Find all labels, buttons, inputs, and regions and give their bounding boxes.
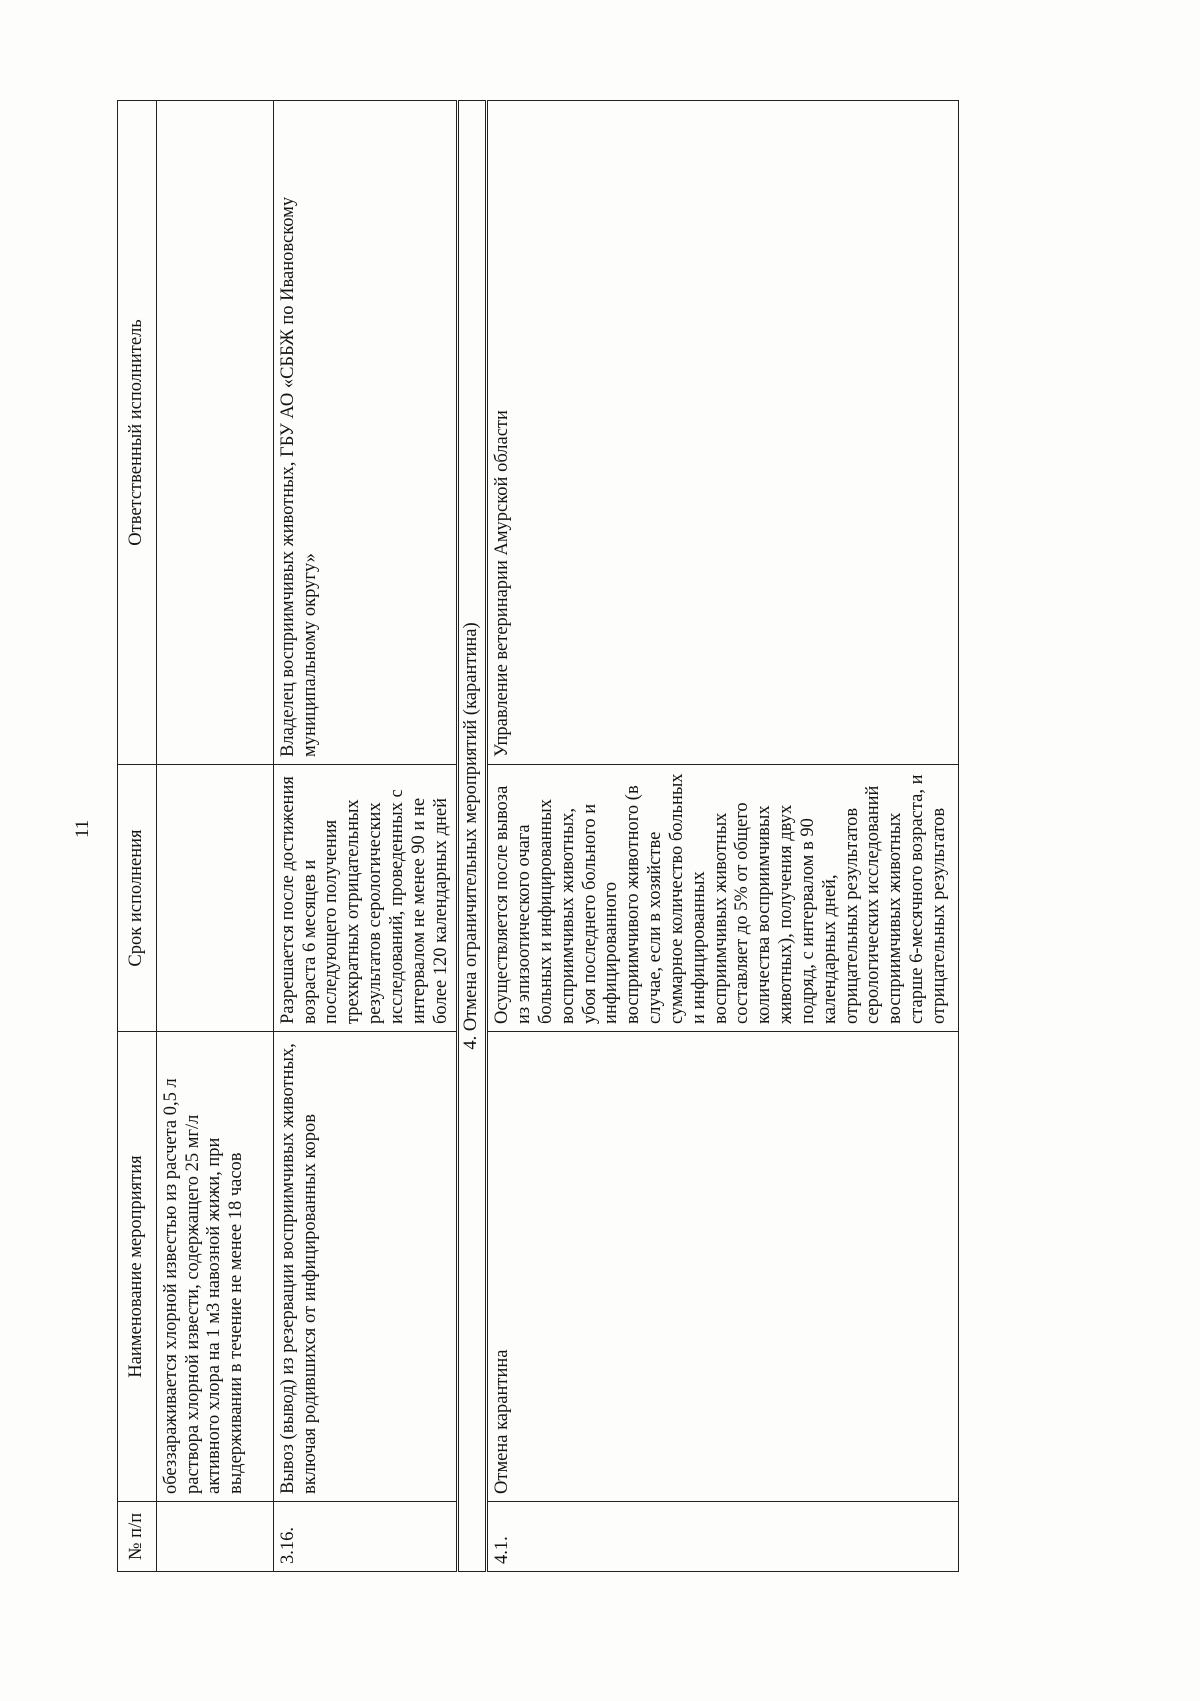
section-title: 4. Отмена ограничительных мероприятий (карантина) xyxy=(458,101,487,1572)
row-name: Вывоз (вывод) из резервации восприимчивых животных, включая родившихся от инфицированных коров xyxy=(273,1032,458,1502)
row-num xyxy=(156,1502,273,1572)
table-row xyxy=(273,101,458,1572)
table-row xyxy=(487,101,959,1572)
rotated-table-container xyxy=(117,100,1094,1572)
row-term: Разрешается после достижения возраста 6 месяцев и последующего получения трехкратных отрицательных результатов серологических исследований, проведенных с интервалом не менее 90 и не более 120 календарных дней xyxy=(273,765,458,1032)
row-responsible: Владелец восприимчивых животных, ГБУ АО «СББЖ по Ивановскому муниципальному округу» xyxy=(273,101,458,765)
header-responsible: Ответственный исполнитель xyxy=(118,101,157,765)
row-num: 4.1. xyxy=(487,1502,959,1572)
row-term xyxy=(156,765,273,1032)
table-header-row xyxy=(118,101,157,1572)
table-row xyxy=(156,101,273,1572)
row-term: Осуществляется после вывоза из эпизоотического очага больных и инфицированных восприимчивых животных, убоя последнего больного и инфицированного восприимчивого животного (в случае, если в хозяйстве суммарное количество больных и инфицированных восприимчивых животных составляет до 5% от общего количества восприимчивых животных), получения двух подряд, с интервалом в 90 календарных дней, отрицательных результатов серологических исследований восприимчивых животных старше 6-месячного возраста, и отрицательных результатов xyxy=(487,765,959,1032)
measures-table xyxy=(117,100,959,1572)
header-term: Срок исполнения xyxy=(118,765,157,1032)
section-row xyxy=(458,101,487,1572)
row-responsible: Управление ветеринарии Амурской области xyxy=(487,101,959,765)
row-responsible xyxy=(156,101,273,765)
row-name: Отмена карантина xyxy=(487,1032,959,1502)
page-number: 11 xyxy=(72,819,93,838)
row-name: обеззараживается хлорной известью из расчета 0,5 л раствора хлорной извести, содержащего 25 мг/л активного хлора на 1 м3 навозной жижи, при выдерживании в течение не менее 18 часов xyxy=(156,1032,273,1502)
header-name: Наименование мероприятия xyxy=(118,1032,157,1502)
row-num: 3.16. xyxy=(273,1502,458,1572)
header-num: № п/п xyxy=(118,1502,157,1572)
